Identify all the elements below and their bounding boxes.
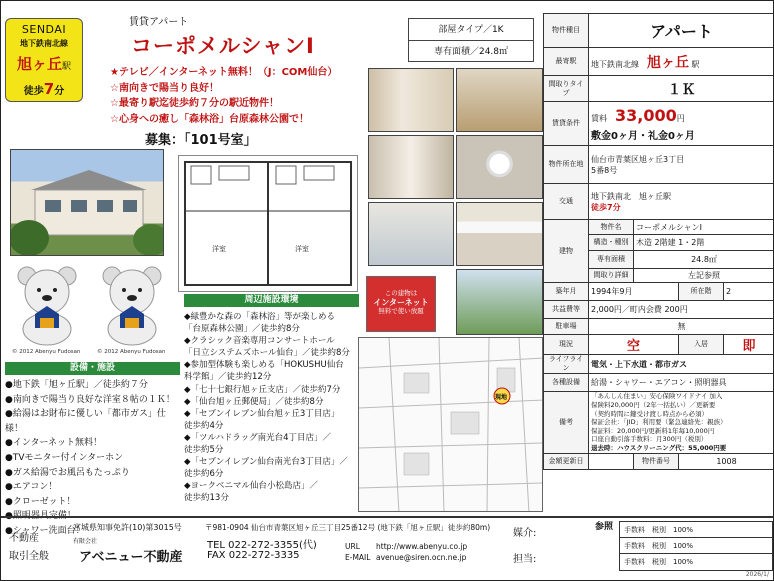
sign-text: インターネット [373,298,429,307]
sign-text: 無料で使い放題 [378,307,424,315]
station-walk: 徒歩7分 [23,80,65,98]
company-email[interactable]: avenue@siren.ocn.ne.jp [376,553,467,562]
nearby-item: 科学館」／徒歩約12分 [184,372,272,383]
nearby-item: 徒歩約4分 [184,420,224,431]
interior-photo-room [368,68,454,132]
spec-header: 交通 [544,184,589,220]
fee-label: 参照 [595,522,614,532]
room-label: 洋室 [212,245,226,253]
spec-subheader: 構造・種別 [589,235,634,251]
nearby-item: 徒歩約6分 [184,469,224,480]
spec-move-in: 即 [724,335,774,355]
sign-text: この建物は [384,289,418,297]
facilities-heading: 設備・施設 [5,362,180,375]
spec-station: 地下鉄南北線 旭ヶ丘 駅 [589,48,774,76]
nearby-item: ◆緑豊かな森の「森林浴」等が楽しめる [184,312,336,322]
spec-header: 賃貸条件 [544,102,589,146]
spec-header: 物件所在地 [544,146,589,184]
spec-table [543,13,774,470]
facility-item: ●南向きで陽当り良好な洋室８帖の１Ｋ！ [5,394,175,405]
property-title: コーポメルシャンⅠ [131,34,315,58]
interior-photo-bath [368,202,454,266]
spec-address: 仙台市青葉区旭ヶ丘3丁目 5番8号 [589,146,774,184]
area-map [358,337,543,512]
nearby-item: 「日立システムズホール仙台」／徒歩約8分 [184,348,350,359]
spec-header: 各種設備 [544,374,589,392]
photo-copyright: © 2012 Abenyu Fudosan [97,349,166,355]
spec-header: 金額更新日 [544,454,589,470]
station-badge [5,18,83,102]
nearby-item: ◆「ツルハドラッグ南光台4丁目店」／ [184,432,332,443]
spec-subheader: 物件名 [589,220,634,235]
nearby-item: ◆「セブンイレブン仙台旭ヶ丘3丁目店」 [184,408,340,419]
spec-name: コーポメルシャンⅠ [634,220,774,235]
spec-subheader: 所在階 [679,283,724,301]
spec-header: 現況 [544,335,589,355]
company-tel: TEL 022-272-3355(代) [207,540,317,551]
nearby-item: ◆「仙台旭ヶ丘郵便局」／徒歩約8分 [184,396,324,407]
spec-status: 空 [589,335,679,355]
room-label: 洋室 [295,245,309,253]
spec-equipment: 給湯・シャワー・エアコン・照明器具 [589,374,774,392]
room-type-label: 部屋タイプ／1K [409,19,533,41]
nearby-item: ◆ヨークベニマル仙台小松島店」／ [184,481,319,492]
spec-subheader: 間取り詳細 [589,269,634,283]
point-item: ☆南向きで陽当り良好！ [110,82,219,94]
nearby-item: 徒歩約5分 [184,445,224,456]
spec-layout: １Ｋ [589,76,774,102]
mascot-bear-icon [97,264,167,356]
type-box [408,18,534,62]
area-label: 専有面積／24.8㎡ [433,47,509,57]
spec-header: ライフライン [544,355,589,374]
point-item: ★テレビ／インターネット無料！（J：COM仙台） [110,67,338,78]
facility-item: ●クローゼット！ [5,496,76,507]
spec-subheader: 専有面積 [589,251,634,269]
spec-number: 1008 [679,454,774,470]
nearby-item: 徒歩約13分 [184,493,229,504]
spec-header: 共益費等 [544,301,589,319]
charge-label: 担当: [513,554,537,565]
mediate-label: 媒介: [513,528,537,539]
photo-copyright: © 2012 Abenyu Fudosan [12,349,81,355]
spec-notes: 「あんしん住まい」安心保険ワイドナイ 加入 保険料20,000円（2年一括払い）／更新要 （契約時間に鍵受け渡し時点から必須） 保証会社：「JID」利用要（緊急連絡先：親族） 保証料：20,000円/更新料1年毎10,000円 口座自動引落手数料：月300円（税別） 退去時：ハウスクリーニング代：55,000円要 [589,392,774,454]
email-label: E-MAIL [345,553,371,562]
nearby-item: ◆「七十七銀行旭ヶ丘支店」／徒歩約7分 [184,384,341,395]
facility-item: ●ガス給湯でお風呂もたっぷり [5,467,130,478]
point-item: ☆最寄り駅迄徒歩約７分の駅近物件！ [110,98,279,109]
license: 宮城県知事免許(10)第3015号 [73,523,182,532]
spec-built: 1994年9月 [589,283,679,301]
property-kind: 賃貸アパート [129,17,189,28]
map-site-label: 現地 [495,394,508,401]
company-type: 不動産 取引全般 [9,533,49,562]
company-url[interactable]: http://www.abenyu.co.jp [376,542,468,551]
nearby-heading: 周辺施設環境 [184,294,359,307]
interior-photo-window [456,68,543,132]
floor-plan [178,155,358,292]
spec-header: 備考 [544,392,589,454]
spec-structure: 木造 2階建 1・2階 [634,235,774,251]
building-illustration [11,150,164,256]
company-form: 有限会社 [73,538,98,545]
facility-item: ●シャワー洗面台！ [5,525,85,536]
spec-floor: 2 [724,283,774,301]
spec-header: 駐車場 [544,319,589,335]
facility-item: ●TVモニター付インターホン [5,452,124,463]
spec-header: 築年月 [544,283,589,301]
facility-item: ●エアコン！ [5,482,58,493]
mascot-bear-icon [12,264,82,356]
fee-table: 手数料 税別 100% 手数料 税別 100% 手数料 税別 100% [619,521,773,571]
point-item: ☆心身への癒し「森林浴」台原森林公園で！ [110,113,309,125]
nearby-item: ◆「セブンイレブン仙台南光台3丁目店」／ [184,457,348,468]
station-name: 旭ヶ丘駅 [16,55,72,73]
spec-header: 最寄駅 [544,48,589,76]
station-city: SENDAI [21,23,67,36]
spec-header: 間取りタイプ [544,76,589,102]
spec-kind: アパート [589,14,774,48]
selling-points [110,65,368,127]
company-fax: FAX 022-272-3335 [207,550,300,561]
nearby-item: ◆クラシック音楽専用コンサートホール [184,336,335,347]
facility-item: ●インターネット無料！ [5,438,103,449]
interior-photo-aircon [456,202,543,266]
interior-photo-light [456,135,543,199]
station-line: 地下鉄南北線 [20,39,68,48]
spec-room: 左記参照 [634,269,774,283]
footer [1,516,774,581]
print-date: 2026/1/ [745,571,769,578]
spec-traffic: 地下鉄南北 旭ヶ丘駅 徒歩7分 [589,184,774,220]
internet-free-sign [366,276,436,332]
exterior-photo [10,149,164,256]
nearby-item: ◆参加型体験も楽しめる「HOKUSHU仙台 [184,360,344,371]
spec-area: 24.8㎡ [634,251,774,269]
url-label: URL [345,542,360,551]
map-streets [359,338,543,512]
recruit-room: 募集：「101号室」 [145,133,257,148]
company-name: アベニュー不動産 [79,550,183,565]
spec-header: 物件種目 [544,14,589,48]
spec-rent: 賃料 33,000円 敷金0ヶ月・礼金0ヶ月 [589,102,774,146]
nearby-item: 「台原森林公園」／徒歩約8分 [184,324,300,335]
exterior-photo-garden [456,269,543,335]
spec-parking: 無 [589,319,774,335]
spec-header: 建物 [544,220,589,283]
facility-item: ●照明器具完備！ [5,511,76,522]
interior-photo-sink [368,135,454,199]
spec-subheader: 入居 [679,335,724,355]
facilities-section [5,362,180,539]
facility-item: ●給湯はお財布に優しい「都市ガス」仕様！ [5,409,166,434]
spec-fee: 2,000円／町内会費 200円 [589,301,774,319]
spec-utilities: 電気・上下水道・都市ガス [589,355,774,374]
company-address: 〒981-0904 仙台市青葉区旭ヶ丘三丁目25番12号 (地下鉄「旭ヶ丘駅」徒歩約80m) [205,523,491,532]
facility-item: ●地下鉄「旭ヶ丘駅」／徒歩約７分 [5,380,148,390]
spec-subheader: 物件番号 [634,454,679,470]
nearby-section [184,294,359,505]
